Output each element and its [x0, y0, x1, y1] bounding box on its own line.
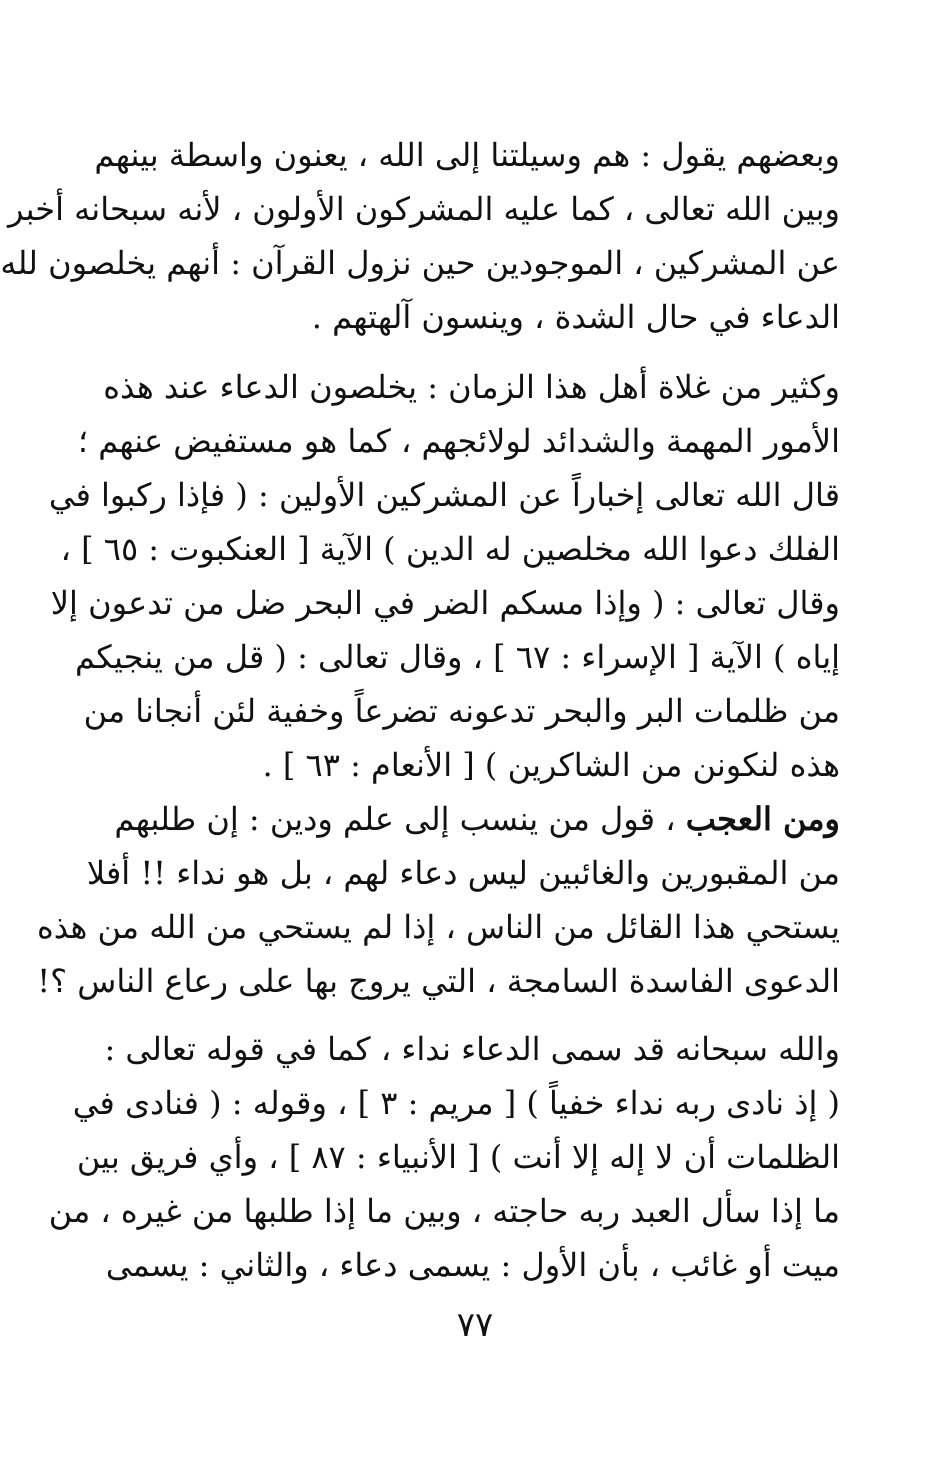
text-line: ( إذ نادى ربه نداء خفياً ) [ مريم : ٣ ] ، وقوله : ( فنادى في: [72, 1084, 840, 1122]
paragraph-4: [48, 1022, 840, 1292]
body-text: [0, 128, 840, 1292]
text-line: والله سبحانه قد سمى الدعاء نداء ، كما في قوله تعالى :: [104, 1030, 840, 1068]
text-line: الأمور المهمة والشدائد لولائجهم ، كما هو مستفيض عنهم ؛: [77, 422, 840, 460]
page-number: ٧٧: [456, 1305, 494, 1345]
paragraph-2: [48, 360, 840, 792]
first-line-rest: ، قول من ينسب إلى علم ودين : إن طلبهم: [114, 800, 686, 838]
text-line: من المقبورين والغائبين ليس دعاء لهم ، بل هو نداء !! أفلا: [86, 854, 840, 892]
text-line: عن المشركين ، الموجودين حين نزول القرآن : أنهم يخلصون لله: [0, 244, 840, 282]
text-line: وقال تعالى : ( وإذا مسكم الضر في البحر ضل من تدعون إلا: [50, 584, 840, 622]
text-line: وبعضهم يقول : هم وسيلتنا إلى الله ، يعنون واسطة بينهم: [94, 136, 840, 174]
text-line: إياه ) الآية [ الإسراء : ٦٧ ] ، وقال تعالى : ( قل من ينجيكم: [75, 638, 840, 676]
text-line: [100, 792, 840, 846]
text-line: وكثير من غلاة أهل هذا الزمان : يخلصون الدعاء عند هذه: [103, 368, 840, 406]
text-line: قال الله تعالى إخباراً عن المشركين الأولين : ( فإذا ركبوا في: [48, 476, 840, 514]
text-line: الفلك دعوا الله مخلصين له الدين ) الآية [ العنكبوت : ٦٥ ] ،: [60, 530, 840, 568]
text-line: ميت أو غائب ، بأن الأول : يسمى دعاء ، والثاني : يسمى: [105, 1246, 840, 1284]
text-line: هذه لنكونن من الشاكرين ) [ الأنعام : ٦٣ ] .: [262, 746, 840, 784]
text-line: الظلمات أن لا إله إلا أنت ) [ الأنبياء : ٨٧ ] ، وأي فريق بين: [76, 1138, 840, 1176]
text-line: ما إذا سأل العبد ربه حاجته ، وبين ما إذا طلبها من غيره ، من: [48, 1192, 840, 1230]
paragraph-1: [0, 128, 840, 344]
text-line: الدعاء في حال الشدة ، وينسون آلهتهم .: [311, 298, 840, 336]
bold-lead: ومن العجب: [685, 800, 840, 838]
text-line: يستحي هذا القائل من الناس ، إذا لم يستحي من الله من هذه: [36, 908, 840, 946]
paragraph-3: [36, 792, 840, 1008]
text-line: الدعوى الفاسدة السامجة ، التي يروج بها على رعاع الناس ؟!: [37, 962, 840, 1000]
text-line: وبين الله تعالى ، كما عليه المشركون الأولون ، لأنه سبحانه أخبر: [7, 190, 840, 228]
text-line: من ظلمات البر والبحر تدعونه تضرعاً وخفية لئن أنجانا من: [83, 692, 840, 730]
